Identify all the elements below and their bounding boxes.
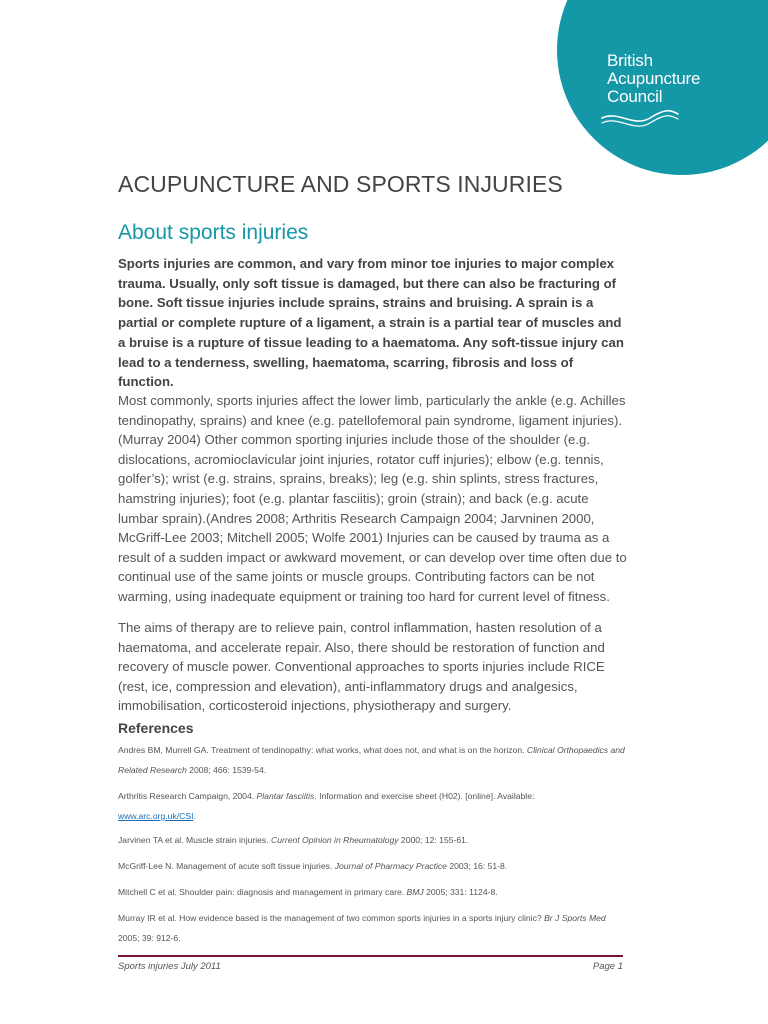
reference-text: Mitchell C et al. Shoulder pain: diagnosis and management in primary care. [118,887,407,897]
page-number: Page 1 [592,961,623,972]
footer-divider [118,955,623,957]
reference-journal: Plantar fasciitis [256,791,315,801]
reference-text: Arthritis Research Campaign, 2004. [118,791,257,801]
reference-item [118,908,628,948]
reference-text: 2005; 331: 1124-8. [423,887,498,897]
reference-text: . Information and exercise sheet (H02). [online]. Available: [314,791,535,801]
reference-journal: BMJ [406,887,424,897]
logo-line-1: British [607,51,653,70]
body-paragraph-2: The aims of therapy are to relieve pain, control inflammation, hasten resolution of a haematoma, and accelerate repair. Also, there should be restoration of function and recovery of muscle power. Conventional approaches to sports injuries include RICE (rest, ice, compression and elevation), anti-inflammatory drugs and analgesics, immobilisation, corticosteroid injections, physiotherapy and surgery. [118,620,605,714]
reference-text: McGriff-Lee N. Management of acute soft tissue injuries. [118,861,335,871]
logo-line-2: Acupuncture [607,69,701,88]
intro-paragraph: Sports injuries are common, and vary from minor toe injuries to major complex trauma. Usually, only soft tissue is damaged, but there can also be fracturing of bone. Soft tissue injuries include sprains, strains and bruising. A sprain is a partial or complete rupture of a ligament, a strain is a partial tear of muscles and a bruise is a rupture of tissue leading to a haematoma. Any soft-tissue injury can lead to a tenderness, swelling, haematoma, scarring, fibrosis and loss of function. [118,256,624,390]
reference-text: Andres BM, Murrell GA. Treatment of tendinopathy: what works, what does not, and what is on the horizon. [118,745,527,755]
reference-text: . [193,811,196,821]
reference-text: 2005; 39: 912-6. [118,933,181,943]
reference-journal: Clinical Orthopaedics and Related Research [118,745,625,775]
reference-journal: Br J Sports Med [544,913,606,923]
logo [607,52,700,106]
section-title: About sports injuries [118,221,309,244]
reference-item [118,830,628,850]
reference-item [118,786,628,826]
reference-item [118,856,628,876]
reference-journal: Current Opinion in Rheumatology [271,835,399,845]
logo-line-3: Council [607,87,663,106]
reference-text: 2008; 466: 1539-54. [186,765,267,775]
logo-wave-icon [600,106,680,132]
footer-date: Sports injuries July 2011 [118,961,221,972]
page-title: ACUPUNCTURE AND SPORTS INJURIES [118,171,563,197]
reference-text: Jarvinen TA et al. Muscle strain injuries. [118,835,271,845]
reference-text: 2000; 12: 155-61. [398,835,469,845]
reference-text: Murray IR et al. How evidence based is the management of two common sports injuries in a sports injury clinic? [118,913,545,923]
reference-item [118,740,628,780]
reference-link[interactable]: www.arc.org.uk/CSI [118,811,194,821]
body-paragraph-1: Most commonly, sports injuries affect the lower limb, particularly the ankle (e.g. Achilles tendinopathy, sprains) and knee (e.g. patellofemoral pain syndrome, ligament injuries).(Murray 2004) Other common sporting injuries include those of the shoulder (e.g. dislocations, acromioclavicular joint injuries, rotator cuff injuries); elbow (e.g. tennis, golfer’s); wrist (e.g. strains, sprains, breaks); leg (e.g. shin splints, stress fractures, hamstring injuries); foot (e.g. plantar fasciitis); groin (strain); and back (e.g. acute lumbar sprain).(Andres 2008; Arthritis Research Campaign 2004; Jarvninen 2000, McGriff-Lee 2003; Mitchell 2005; Wolfe 2001) Injuries can be caused by trauma as a result of a sudden impact or awkward movement, or can develop over time often due to continual use of the same joints or muscle groups. Contributing factors can be not warming, using inadequate equipment or training too hard for current level of fitness. [118,393,627,604]
references-heading: References [118,720,194,736]
reference-journal: Journal of Pharmacy Practice [334,861,447,871]
reference-text: 2003; 16: 51-8. [446,861,508,871]
reference-item [118,882,628,902]
